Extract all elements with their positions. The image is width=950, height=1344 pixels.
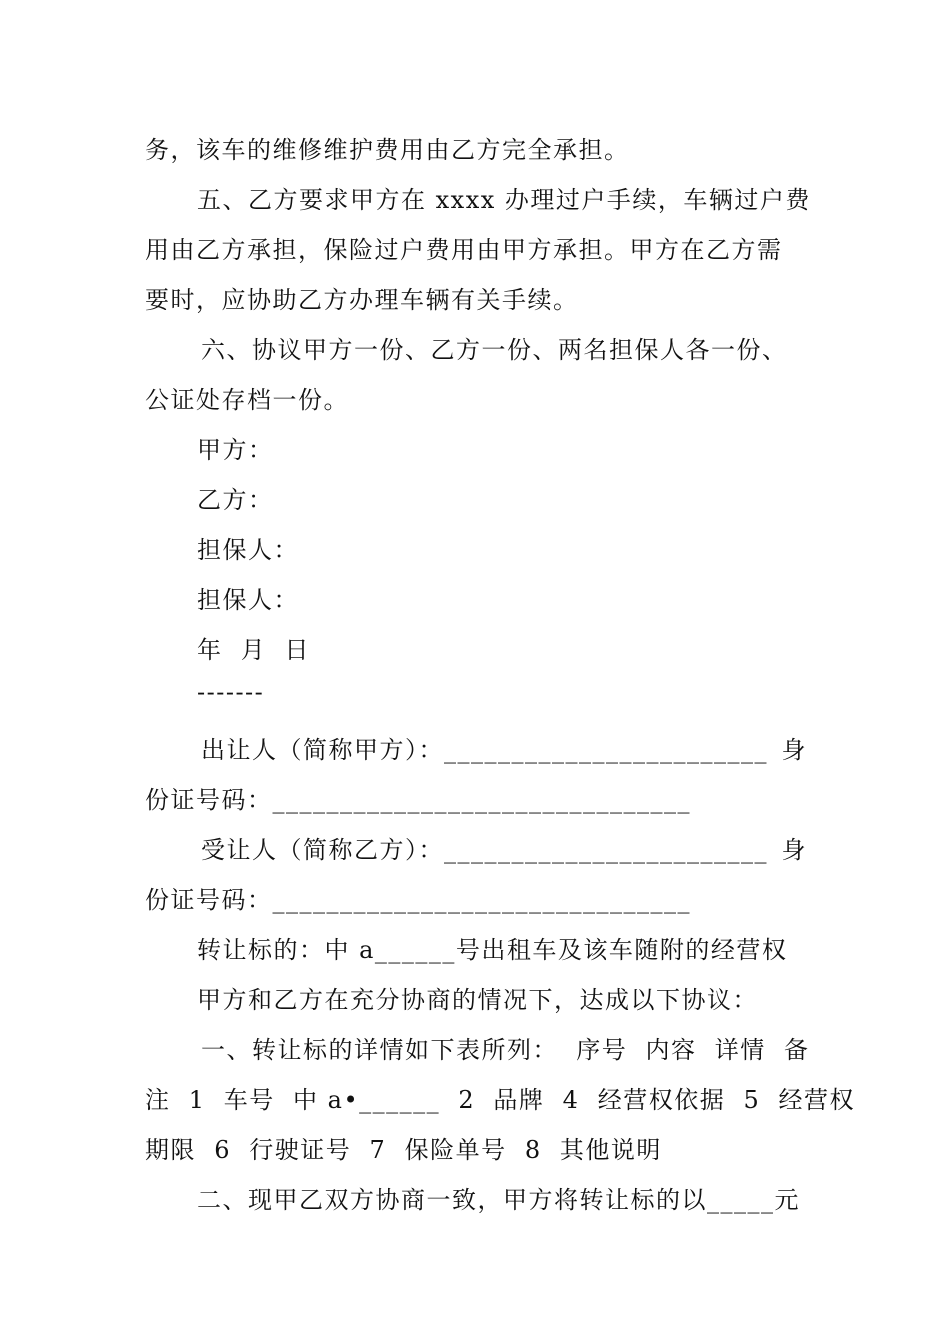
text-line: 期限 6 行驶证号 7 保险单号 8 其他说明 [145,1136,662,1164]
date-line: 年 月 日 [197,636,311,664]
signature-line-party-a: 甲方： [197,436,274,464]
separator-line: ------- [197,678,265,706]
text-line: 二、现甲乙双方协商一致，甲方将转让标的以_____元 [197,1186,800,1214]
transferor-label: 出让人（简称甲方）：________________________ [201,736,768,764]
text-line: 要时，应协助乙方办理车辆有关手续。 [145,286,579,314]
text-line: 务，该车的维修维护费用由乙方完全承担。 [145,136,630,164]
text-line: 五、乙方要求甲方在 xxxx 办理过户手续，车辆过户费 [197,186,811,214]
id-number-line: 份证号码：_______________________________ [145,786,691,814]
transferee-line [145,834,807,866]
text-line: 用由乙方承担，保险过户费用由甲方承担。甲方在乙方需 [145,236,783,264]
signature-line-party-b: 乙方： [197,486,274,514]
text-line: 注 1 车号 中 a•______ 2 品牌 4 经营权依据 5 经营权 [145,1086,855,1114]
text-line: 六、协议甲方一份、乙方一份、两名担保人各一份、 [201,336,788,364]
transferee-label: 受让人（简称乙方）：________________________ [201,836,768,864]
text-line: 甲方和乙方在充分协商的情况下，达成以下协议： [197,986,758,1014]
id-number-line: 份证号码：_______________________________ [145,886,691,914]
text-line: 一、转让标的详情如下表所列： 序号 内容 详情 备 [201,1036,810,1064]
text-line: 公证处存档一份。 [145,386,349,414]
text-line: 转让标的：中 a______号出租车及该车随附的经营权 [197,936,788,964]
text-fragment: 身 [781,836,807,864]
signature-line-guarantor: 担保人： [197,536,299,564]
signature-line-guarantor: 担保人： [197,586,299,614]
transferor-line [145,734,807,766]
text-fragment: 身 [781,736,807,764]
